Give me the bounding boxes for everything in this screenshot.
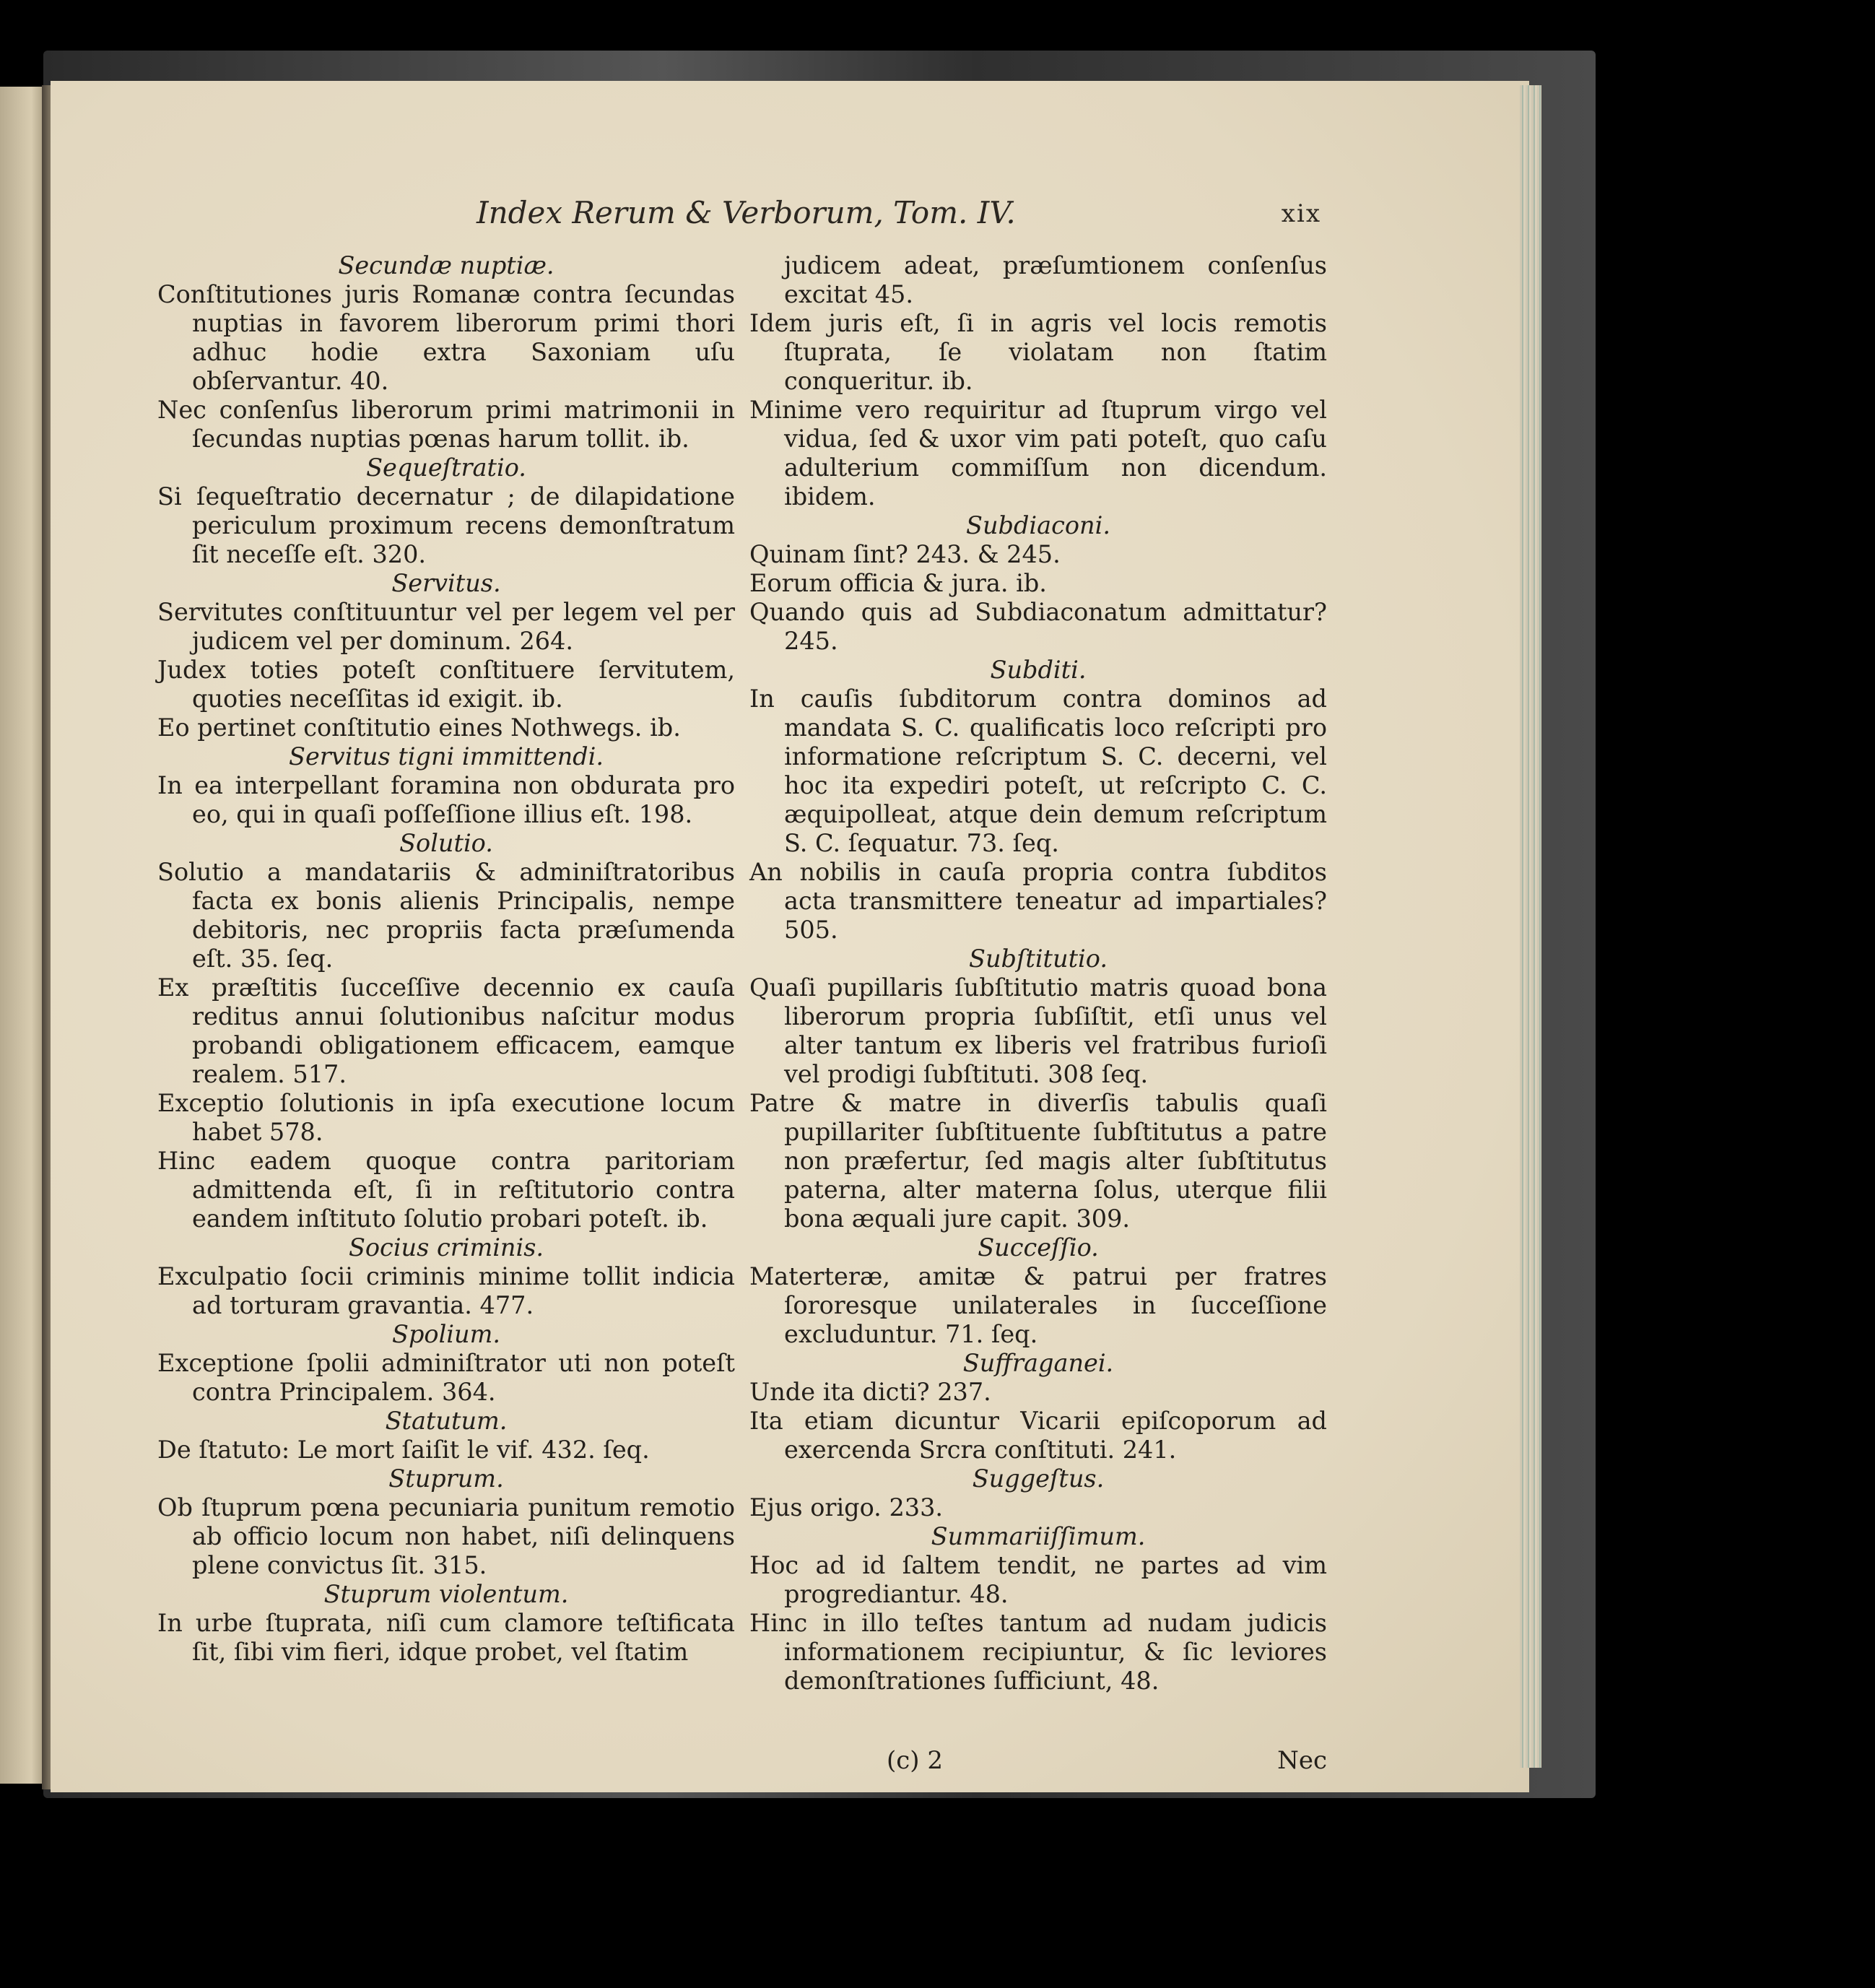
index-entry: Patre & matre in diverſis tabulis quaſi pupillariter ſubſtituente ſubſtitutus a patre non præfertur, ſed magis alter ſubſtitutus paterna, alter materna ſolus, uterque filii bona æquali jure capit. 309. (749, 1089, 1327, 1233)
index-entry: Idem juris eſt, ſi in agris vel locis remotis ſtuprata, ſe violatam non ſtatim conqueritur. ib. (749, 309, 1327, 395)
page-footer (749, 1746, 1327, 1778)
index-entry: Ejus origo. 233. (749, 1493, 944, 1522)
index-heading: Secundæ nuptiæ. (338, 251, 554, 279)
index-entry: Servitutes conſtituuntur vel per legem vel per judicem vel per dominum. 264. (157, 598, 735, 655)
index-heading: Summariiſſimum. (931, 1522, 1146, 1550)
index-heading: Statutum. (385, 1407, 508, 1435)
page-header (159, 195, 1321, 246)
index-entry: Judex toties poteſt conſtituere ſervitutem, quoties neceſſitas id exigit. ib. (157, 656, 735, 713)
catchword: Nec (1277, 1746, 1327, 1775)
index-heading: Sequeſtratio. (366, 453, 526, 482)
index-heading: Subdiaconi. (966, 511, 1110, 539)
index-entry: Materteræ, amitæ & patrui per fratres ſororesque unilaterales in ſucceſſione excluduntur. 71. ſeq. (749, 1262, 1327, 1348)
index-entry: Unde ita dicti? 237. (749, 1378, 991, 1406)
index-entry: Eorum officia & jura. ib. (749, 569, 1047, 597)
index-heading: Subſtitutio. (969, 945, 1108, 973)
index-heading: Subditi. (990, 656, 1087, 684)
index-entry: De ſtatuto: Le mort ſaiſit le vif. 432. ſeq. (157, 1436, 650, 1464)
index-entry: Quinam ſint? 243. & 245. (749, 540, 1061, 568)
index-entry: Si ſequeſtratio decernatur ; de dilapidatione periculum proximum recens demonſtratum ſit neceſſe eſt. 320. (157, 482, 735, 568)
index-entry: Exceptio ſolutionis in ipſa executione locum habet 578. (157, 1089, 735, 1146)
index-heading: Stuprum. (388, 1464, 504, 1493)
index-entry: judicem adeat, præſumtionem conſenſus excitat 45. (784, 251, 1327, 308)
index-entry: Ita etiam dicuntur Vicarii epiſcoporum ad exercenda Srcra conſtituti. 241. (749, 1407, 1327, 1464)
index-entry: Exculpatio ſocii criminis minime tollit indicia ad torturam gravantia. 477. (157, 1262, 735, 1319)
index-entry: Eo pertinet conſtitutio eines Nothwegs. ib. (157, 713, 681, 742)
index-column-right (749, 251, 1327, 1696)
index-entry: Hoc ad id ſaltem tendit, ne partes ad vim progrediantur. 48. (749, 1551, 1327, 1608)
index-column-left (157, 251, 735, 1667)
index-entry: Ex præſtitis ſucceſſive decennio ex cauſa reditus annui ſolutionibus naſcitur modus probandi obligationem efficacem, eamque realem. 517. (157, 973, 735, 1088)
index-heading: Servitus tigni immittendi. (289, 742, 604, 771)
index-entry: Quando quis ad Subdiaconatum admittatur? 245. (749, 598, 1327, 655)
index-entry: Solutio a mandatariis & adminiſtratoribus facta ex bonis alienis Principalis, nempe debitoris, nec propriis facta præſumenda eſt. 35. ſeq. (157, 858, 735, 973)
index-heading: Servitus. (391, 569, 501, 597)
index-heading: Suffraganei. (962, 1349, 1114, 1377)
index-entry: Minime vero requiritur ad ſtuprum virgo vel vidua, ſed & uxor vim pati poteſt, quo caſu adulterium commiſſum non dicendum. ibidem. (749, 396, 1327, 511)
index-entry: Hinc in illo teſtes tantum ad nudam judicis informationem recipiuntur, & ſic leviores demonſtrationes ſufficiunt, 48. (749, 1609, 1327, 1695)
facing-page-edge (0, 87, 45, 1784)
index-entry: Ob ſtuprum pœna pecuniaria punitum remotio ab officio locum non habet, niſi delinquens plene convictus ſit. 315. (157, 1493, 735, 1579)
index-entry: In cauſis ſubditorum contra dominos ad mandata S. C. qualificatis loco reſcripti pro informatione reſcriptum S. C. decerni, vel hoc ita expediri poteſt, ut reſcripto C. C. æquipolleat, atque dein demum reſcriptum S. C. ſequatur. 73. ſeq. (749, 685, 1327, 857)
running-head: Index Rerum & Verborum, Tom. IV. (477, 195, 1016, 230)
index-entry: In urbe ſtuprata, niſi cum clamore teſtificata ſit, ſibi vim fieri, idque probet, vel ſtatim (157, 1609, 735, 1666)
index-entry: Nec conſenſus liberorum primi matrimonii in ſecundas nuptias pœnas harum tollit. ib. (157, 396, 735, 453)
index-entry: Hinc eadem quoque contra paritoriam admittenda eſt, ſi in reſtitutorio contra eandem inſtituto ſolutio probari poteſt. ib. (157, 1147, 735, 1233)
index-heading: Spolium. (392, 1320, 500, 1348)
index-entry: Exceptione ſpolii adminiſtrator uti non poteſt contra Principalem. 364. (157, 1349, 735, 1406)
index-entry: Conſtitutiones juris Romanæ contra ſecundas nuptias in favorem liberorum primi thori adhuc hodie extra Saxoniam uſu obſervantur. 40. (157, 280, 735, 395)
index-heading: Solutio. (399, 829, 493, 857)
index-heading: Stuprum violentum. (323, 1580, 569, 1608)
signature-mark: (c) 2 (887, 1746, 944, 1775)
index-entry: In ea interpellant foramina non obdurata pro eo, qui in quaſi poſſeſſione illius eſt. 198. (157, 771, 735, 828)
index-heading: Socius criminis. (348, 1233, 544, 1262)
page-number: xix (1281, 199, 1321, 228)
index-heading: Succeſſio. (978, 1233, 1099, 1262)
index-heading: Suggeſtus. (972, 1464, 1105, 1493)
page-fore-edge (1520, 85, 1541, 1768)
index-entry: An nobilis in cauſa propria contra ſubditos acta transmittere teneatur ad impartiales? 505. (749, 858, 1327, 944)
index-entry: Quaſi pupillaris ſubſtitutio matris quoad bona liberorum propria ſubſiſtit, etſi unus vel alter tantum ex liberis vel fratribus furioſi vel prodigi ſubſtituti. 308 ſeq. (749, 973, 1327, 1088)
